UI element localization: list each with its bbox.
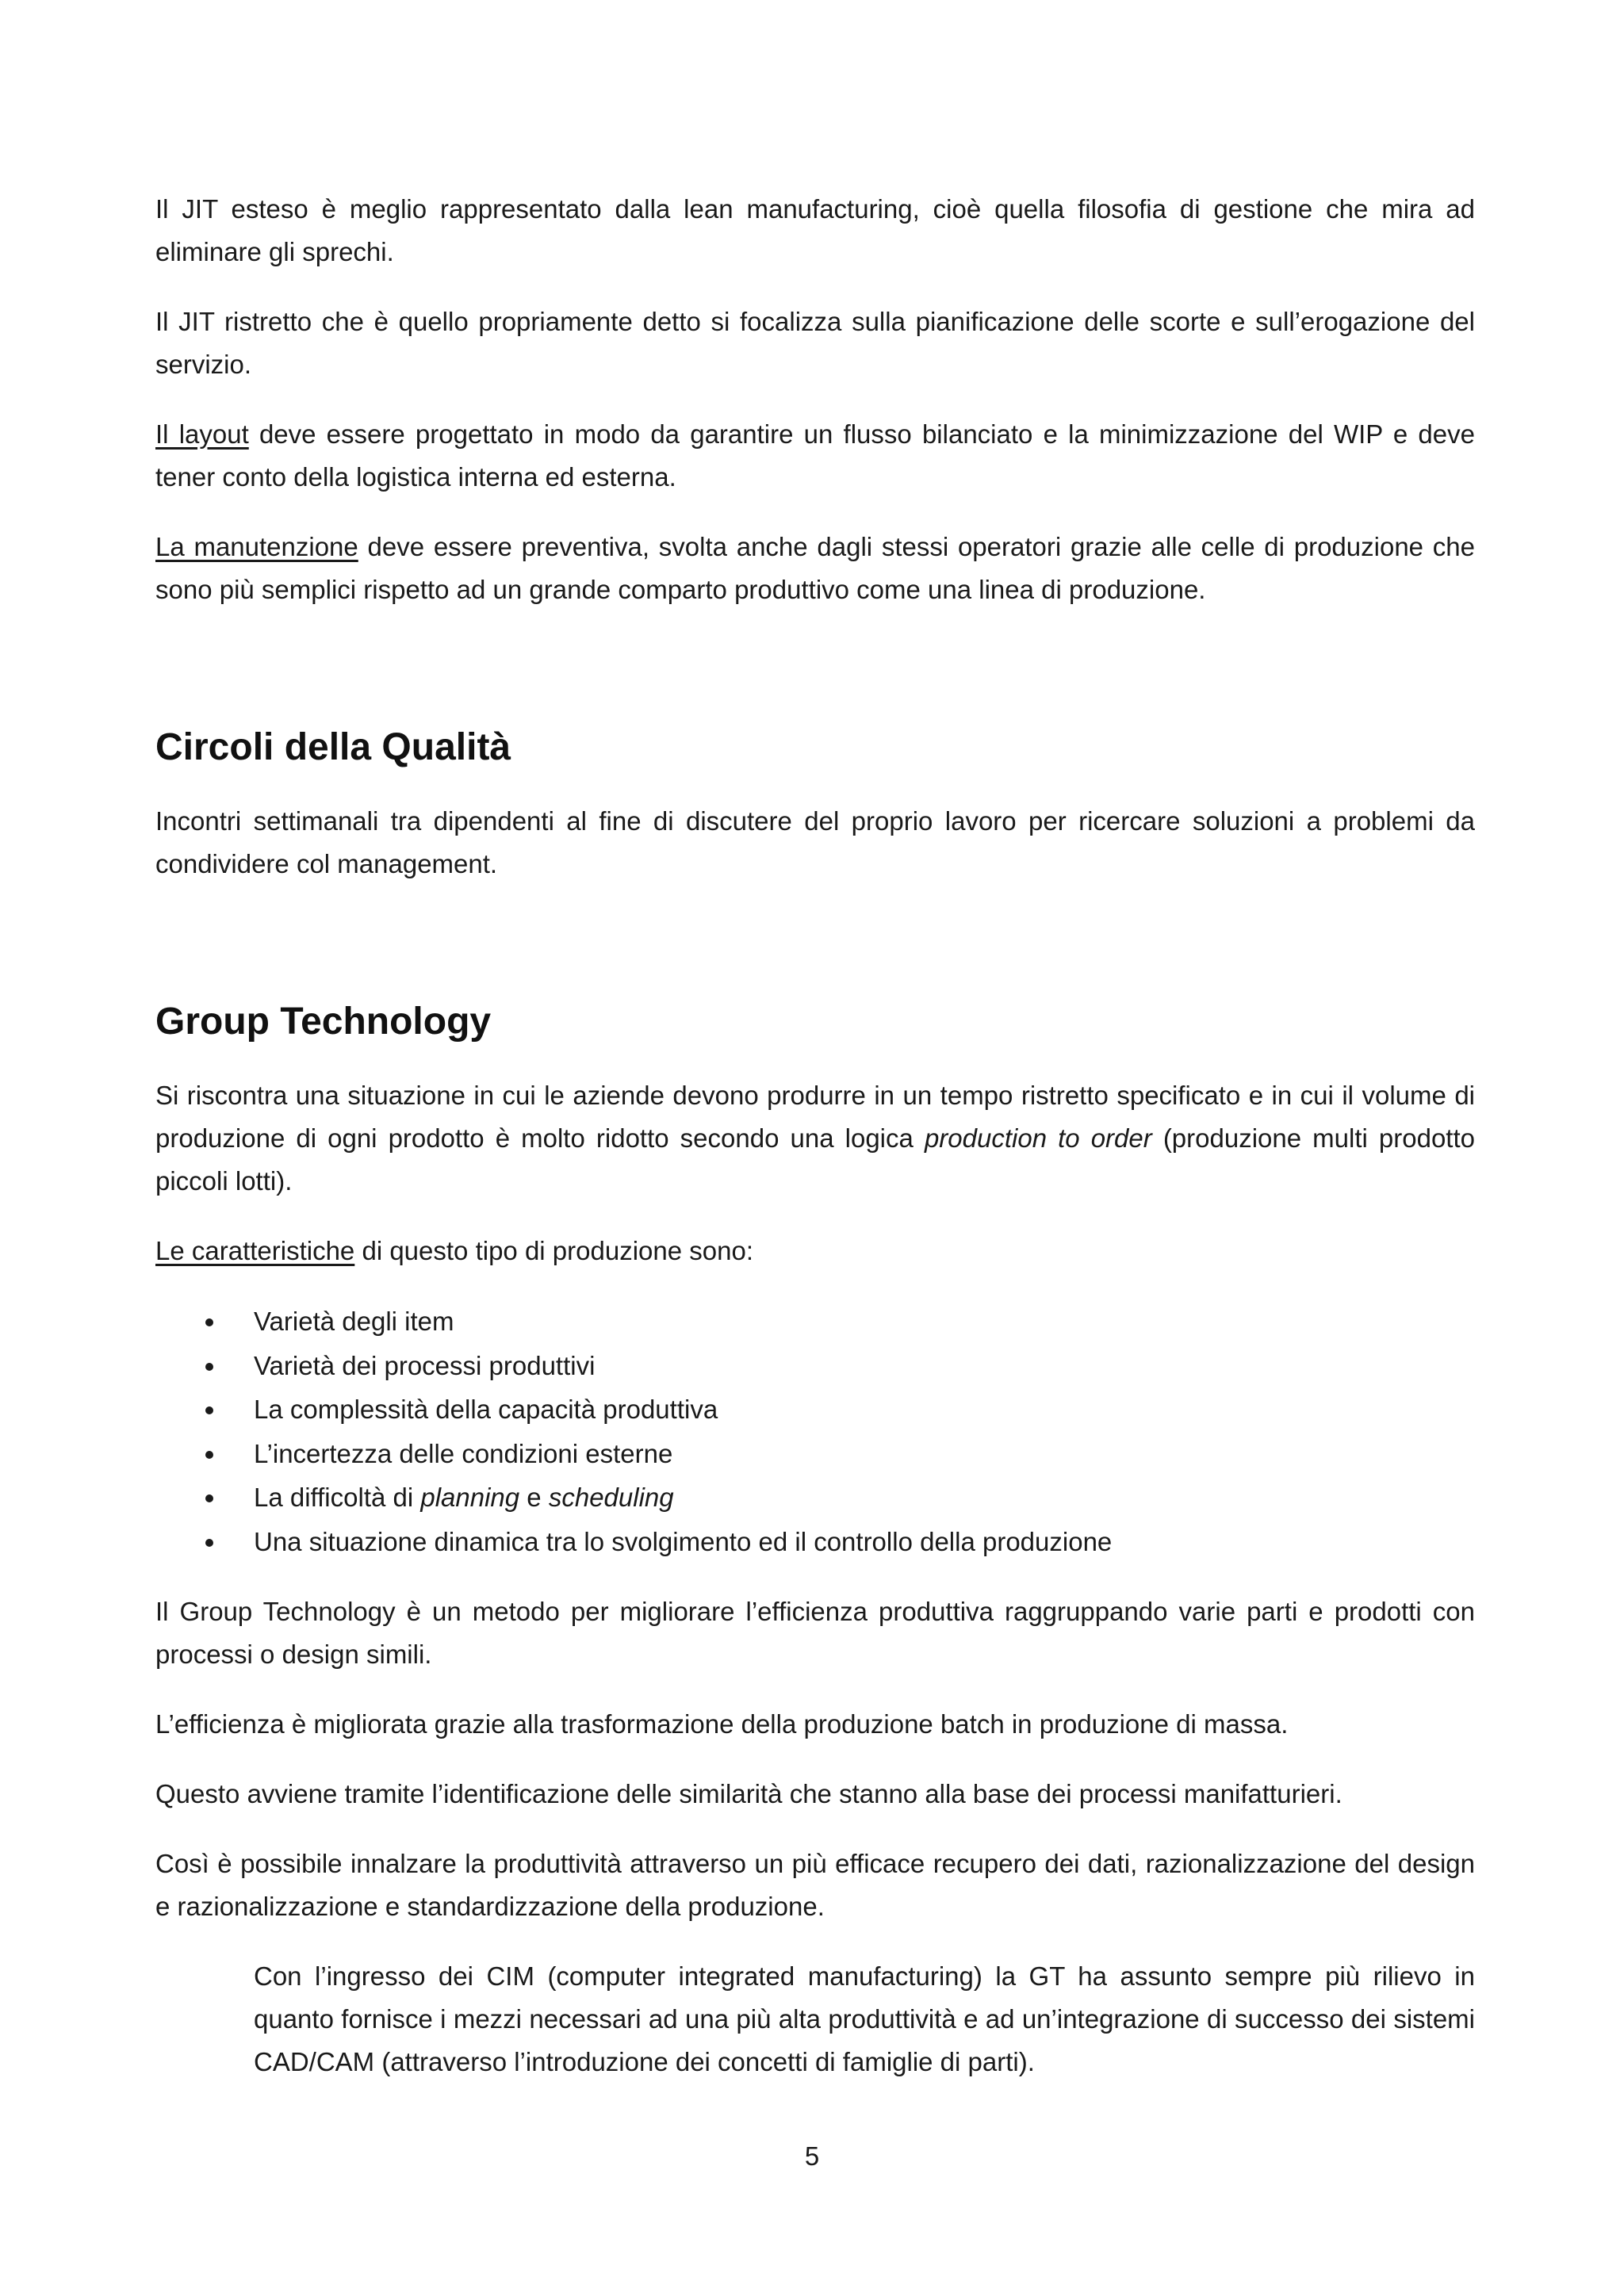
caratteristiche-label: Le caratteristiche <box>155 1236 355 1265</box>
list-item-text: Varietà degli item <box>254 1307 454 1336</box>
heading-group-technology: Group Technology <box>155 1001 492 1043</box>
paragraph-gt-efficienza: L’efficienza è migliorata grazie alla trasformazione della produzione batch in produzione di massa. <box>155 1709 1289 1739</box>
gt-intro-italic: production to order <box>924 1123 1152 1153</box>
bullet-icon <box>205 1494 213 1502</box>
paragraph-gt-cosi: Così è possibile innalzare la produttività attraverso un più efficace recupero dei dati, razionalizzazione del design e razionalizzazione e standardizzazione della produzione. <box>155 1849 1475 1921</box>
list-item-text: Varietà dei processi produttivi <box>254 1350 596 1380</box>
paragraph-gt-questo: Questo avviene tramite l’identificazione delle similarità che stanno alla base dei processi manifatturieri. <box>155 1779 1342 1808</box>
paragraph-gt-intro <box>155 1074 1475 1203</box>
list-item-text: e <box>519 1483 549 1512</box>
list-item <box>155 1520 1475 1564</box>
bullet-icon <box>205 1363 213 1371</box>
paragraph-gt-cim: Con l’ingresso dei CIM (computer integrated manufacturing) la GT ha assunto sempre più rilievo in quanto fornisce i mezzi necessari ad una più alta produttività e ad un’integrazione di successo dei sistemi CAD/CAM (attraverso l’introduzione dei concetti di famiglie di parti). <box>254 1961 1475 2076</box>
list-item <box>155 1432 1475 1476</box>
gt-intro-part2: (produzione multi prodotto piccoli lotti). <box>155 1123 1475 1196</box>
bullet-icon <box>205 1451 213 1459</box>
paragraph-caratteristiche <box>155 1230 1475 1272</box>
list-item <box>155 1344 1475 1388</box>
bullet-icon <box>205 1539 213 1547</box>
page-content <box>155 188 1475 2110</box>
layout-label: Il layout <box>155 419 249 449</box>
page-number: 5 <box>804 2141 820 2171</box>
list-item-italic: scheduling <box>548 1483 674 1512</box>
list-item-text: Una situazione dinamica tra lo svolgimento ed il controllo della produzione <box>254 1526 1113 1556</box>
heading-circoli-qualita: Circoli della Qualità <box>155 726 511 768</box>
list-item <box>155 1299 1475 1344</box>
paragraph-gt-metodo: Il Group Technology è un metodo per migliorare l’efficienza produttiva raggruppando varie parti e prodotti con processi o design simili. <box>155 1597 1475 1669</box>
caratteristiche-text: di questo tipo di produzione sono: <box>354 1236 753 1265</box>
manutenzione-text: deve essere preventiva, svolta anche dagli stessi operatori grazie alle celle di produzione che sono più semplici rispetto ad un grande comparto produttivo come una linea di produzione. <box>155 532 1475 604</box>
paragraph-layout <box>155 413 1475 499</box>
manutenzione-label: La manutenzione <box>155 532 358 561</box>
paragraph-jit-ristretto: Il JIT ristretto che è quello propriamente detto si focalizza sulla pianificazione delle scorte e sull’erogazione del servizio. <box>155 307 1475 379</box>
paragraph-manutenzione <box>155 526 1475 611</box>
list-item-text: La complessità della capacità produttiva <box>254 1395 718 1424</box>
layout-text: deve essere progettato in modo da garantire un flusso bilanciato e la minimizzazione del WIP e deve tener conto della logistica interna ed esterna. <box>155 419 1475 492</box>
list-item-text: L’incertezza delle condizioni esterne <box>254 1438 673 1468</box>
list-item-text: La difficoltà di <box>254 1483 421 1512</box>
bullet-icon <box>205 1318 213 1326</box>
bullet-icon <box>205 1406 213 1414</box>
list-item <box>155 1475 1475 1520</box>
gt-intro-part1: Si riscontra una situazione in cui le aziende devono produrre in un tempo ristretto specificato e in cui il volume di produzione di ogni prodotto è molto ridotto secondo una logica <box>155 1081 1475 1153</box>
list-item <box>155 1387 1475 1432</box>
section-spacer <box>155 913 1475 998</box>
list-item-italic: planning <box>420 1483 520 1512</box>
section-spacer <box>155 638 1475 724</box>
paragraph-jit-esteso: Il JIT esteso è meglio rappresentato dalla lean manufacturing, cioè quella filosofia di gestione che mira ad eliminare gli sprechi. <box>155 194 1475 266</box>
caratteristiche-list <box>155 1299 1475 1563</box>
paragraph-circoli: Incontri settimanali tra dipendenti al fine di discutere del proprio lavoro per ricercare soluzioni a problemi da condividere col management. <box>155 806 1475 878</box>
